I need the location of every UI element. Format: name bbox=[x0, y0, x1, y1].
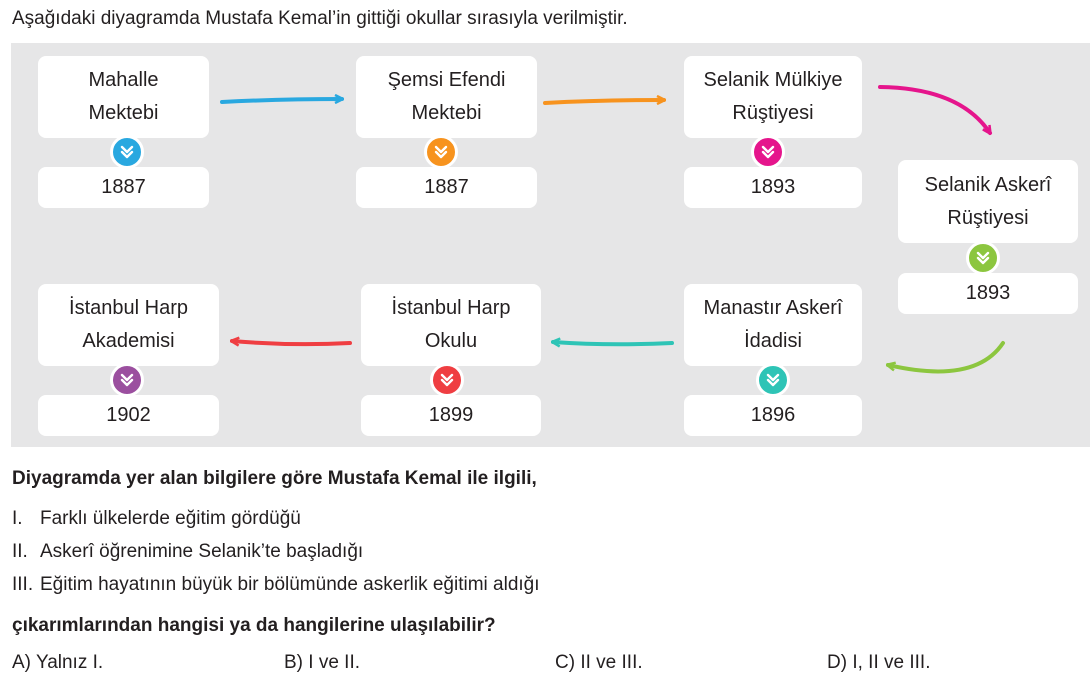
school-name-line: Selanik Askerî bbox=[924, 173, 1052, 196]
double-chevron-down-icon bbox=[756, 363, 790, 397]
option-text: Yalnız I. bbox=[35, 652, 104, 673]
arrow-1 bbox=[222, 99, 342, 102]
double-chevron-down-icon bbox=[424, 135, 458, 169]
school-name-line: Selanik Mülkiye bbox=[703, 69, 843, 91]
arrow-4 bbox=[888, 343, 1003, 371]
arrow-5 bbox=[553, 342, 672, 344]
question-prompt: çıkarımlarından hangisi ya da hangilerine ulaşılabilir? bbox=[12, 615, 496, 636]
school-name-line: Mektebi bbox=[411, 102, 482, 124]
school-name-line: Okulu bbox=[424, 330, 478, 352]
year-label: 1887 bbox=[424, 176, 469, 198]
year-card-2 bbox=[356, 167, 537, 208]
year-label: 1887 bbox=[101, 176, 146, 198]
double-chevron-down-icon bbox=[110, 135, 144, 169]
year-card-6 bbox=[361, 395, 541, 436]
double-chevron-down-icon bbox=[966, 241, 1000, 275]
school-name-line: Şemsi Efendi bbox=[387, 69, 506, 91]
statement-text: Farklı ülkelerde eğitim gördüğü bbox=[40, 508, 301, 529]
statement-number: III. bbox=[12, 574, 34, 595]
school-name-line: Mektebi bbox=[88, 102, 159, 124]
statement-2 bbox=[12, 541, 363, 563]
school-card-2 bbox=[356, 56, 537, 138]
option-text: I, II ve III. bbox=[852, 652, 931, 673]
intro-text: Aşağıdaki diyagramda Mustafa Kemal’in gittiği okullar sırasıyla verilmiştir. bbox=[12, 8, 628, 29]
option-b[interactable] bbox=[284, 652, 360, 674]
school-card-1 bbox=[38, 56, 209, 138]
school-name-line: Mahalle bbox=[88, 69, 159, 91]
year-label: 1899 bbox=[428, 404, 474, 426]
double-chevron-down-icon bbox=[430, 363, 464, 397]
year-label: 1896 bbox=[750, 404, 796, 426]
double-chevron-down-icon bbox=[110, 363, 144, 397]
statement-number: I. bbox=[12, 508, 23, 529]
option-d[interactable] bbox=[827, 652, 930, 674]
year-card-7 bbox=[38, 395, 219, 436]
statement-3 bbox=[12, 574, 540, 596]
school-card-4 bbox=[898, 160, 1078, 243]
year-card-1 bbox=[38, 167, 209, 208]
year-label: 1902 bbox=[106, 404, 151, 426]
statement-1 bbox=[12, 508, 301, 530]
year-card-5 bbox=[684, 395, 862, 436]
option-letter: B) bbox=[284, 652, 303, 673]
double-chevron-down-icon bbox=[751, 135, 785, 169]
arrow-3 bbox=[880, 87, 990, 133]
school-card-5 bbox=[684, 284, 862, 366]
school-card-7 bbox=[38, 284, 219, 366]
option-text: I ve II. bbox=[308, 652, 361, 673]
statement-number: II. bbox=[12, 541, 28, 562]
school-card-6 bbox=[361, 284, 541, 366]
year-label: 1893 bbox=[750, 176, 796, 198]
school-name-line: Akademisi bbox=[82, 330, 175, 352]
question-lead: Diyagramda yer alan bilgilere göre Mustafa Kemal ile ilgili, bbox=[12, 468, 537, 489]
school-name-line: Rüştiyesi bbox=[947, 206, 1029, 229]
arrow-2 bbox=[545, 100, 664, 103]
option-a[interactable] bbox=[12, 652, 103, 674]
school-card-3 bbox=[684, 56, 862, 138]
year-card-4 bbox=[898, 273, 1078, 314]
school-name-line: İdadisi bbox=[744, 330, 802, 352]
option-letter: C) bbox=[555, 652, 576, 673]
option-text: II ve III. bbox=[580, 652, 643, 673]
option-letter: D) bbox=[827, 652, 848, 673]
option-c[interactable] bbox=[555, 652, 643, 674]
year-label: 1893 bbox=[965, 282, 1011, 304]
year-card-3 bbox=[684, 167, 862, 208]
school-name-line: İstanbul Harp bbox=[69, 297, 188, 319]
school-name-line: İstanbul Harp bbox=[391, 297, 511, 319]
option-letter: A) bbox=[12, 652, 31, 673]
arrow-6 bbox=[232, 341, 350, 344]
statement-text: Askerî öğrenimine Selanik’te başladığı bbox=[40, 541, 364, 562]
school-name-line: Rüştiyesi bbox=[732, 102, 814, 124]
school-name-line: Manastır Askerî bbox=[703, 297, 843, 319]
statement-text: Eğitim hayatının büyük bir bölümünde askerlik eğitimi aldığı bbox=[40, 574, 540, 595]
